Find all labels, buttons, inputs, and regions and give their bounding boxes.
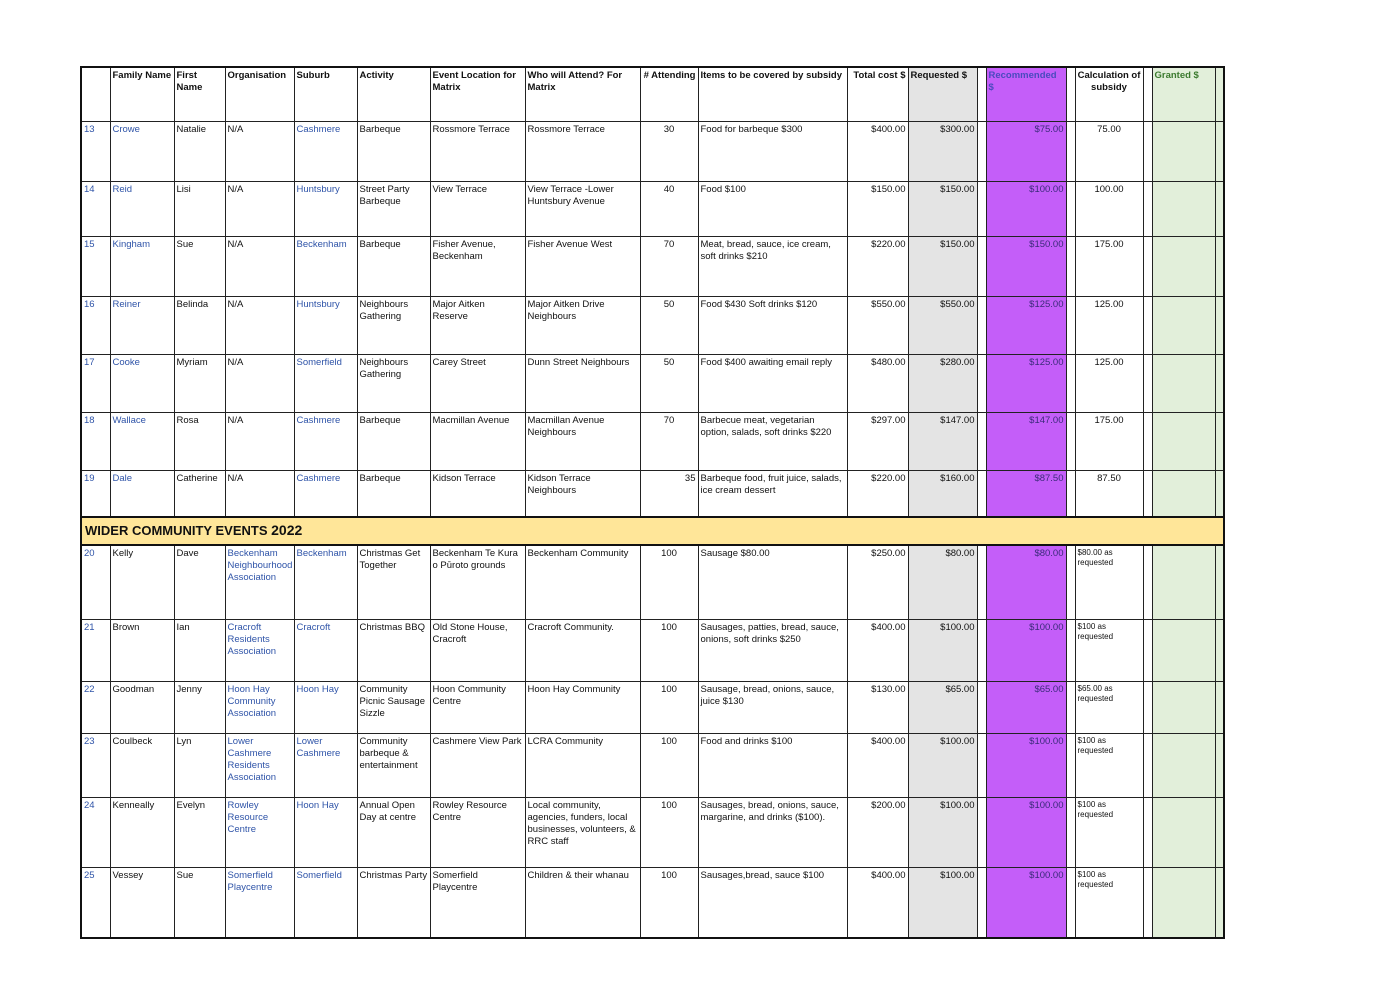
family-name-cell: Kenneally [110, 798, 174, 868]
row-number: 23 [81, 734, 110, 798]
row-number: 17 [81, 355, 110, 413]
total-cost-cell: $400.00 [847, 734, 908, 798]
family-name-cell: Brown [110, 620, 174, 682]
family-name-cell: Goodman [110, 682, 174, 734]
col-spacer [1143, 237, 1152, 297]
row-number: 16 [81, 297, 110, 355]
table-row [81, 868, 1224, 938]
col-spacer [977, 67, 986, 122]
row-number: 18 [81, 413, 110, 471]
organisation-cell: N/A [225, 122, 294, 182]
items-cell: Sausage, bread, onions, sauce, juice $130 [698, 682, 847, 734]
items-cell: Barbeque food, fruit juice, salads, ice cream dessert [698, 471, 847, 517]
col-header-recommended: Recommended $ [986, 67, 1066, 122]
col-spacer [1143, 471, 1152, 517]
col-spacer [977, 297, 986, 355]
table-row [81, 182, 1224, 237]
suburb-cell: Cracroft [294, 620, 357, 682]
total-cost-cell: $400.00 [847, 620, 908, 682]
recommended-cell: $125.00 [986, 297, 1066, 355]
recommended-cell: $100.00 [986, 734, 1066, 798]
items-cell: Food $100 [698, 182, 847, 237]
total-cost-cell: $400.00 [847, 122, 908, 182]
calculation-cell: $80.00 as requested [1075, 545, 1143, 620]
col-header-num [81, 67, 110, 122]
event-location-cell: Old Stone House, Cracroft [430, 620, 525, 682]
suburb-cell: Somerfield [294, 355, 357, 413]
items-cell: Barbecue meat, vegetarian option, salads, soft drinks $220 [698, 413, 847, 471]
who-will-attend-cell: Dunn Street Neighbours [525, 355, 640, 413]
row-number: 15 [81, 237, 110, 297]
items-cell: Food and drinks $100 [698, 734, 847, 798]
activity-cell: Barbeque [357, 471, 430, 517]
col-spacer [1143, 355, 1152, 413]
col-spacer [1143, 122, 1152, 182]
activity-cell: Neighbours Gathering [357, 355, 430, 413]
event-location-cell: Rossmore Terrace [430, 122, 525, 182]
total-cost-cell: $250.00 [847, 545, 908, 620]
event-location-cell: Carey Street [430, 355, 525, 413]
col-spacer [1143, 182, 1152, 237]
requested-cell: $280.00 [908, 355, 977, 413]
col-spacer [1066, 297, 1075, 355]
recommended-cell: $147.00 [986, 413, 1066, 471]
attending-count-cell: 70 [640, 237, 698, 297]
total-cost-cell: $150.00 [847, 182, 908, 237]
row-number: 21 [81, 620, 110, 682]
organisation-cell: N/A [225, 413, 294, 471]
organisation-cell: N/A [225, 471, 294, 517]
who-will-attend-cell: Kidson Terrace Neighbours [525, 471, 640, 517]
col-spacer [1215, 545, 1224, 620]
attending-count-cell: 40 [640, 182, 698, 237]
first-name-cell: Lyn [174, 734, 225, 798]
col-spacer [1066, 798, 1075, 868]
event-location-cell: Hoon Community Centre [430, 682, 525, 734]
col-spacer [1066, 734, 1075, 798]
granted-cell [1152, 734, 1215, 798]
granted-cell [1152, 122, 1215, 182]
who-will-attend-cell: Local community, agencies, funders, local businesses, volunteers, & RRC staff [525, 798, 640, 868]
attending-count-cell: 100 [640, 734, 698, 798]
col-spacer [1066, 355, 1075, 413]
requested-cell: $100.00 [908, 734, 977, 798]
family-name-cell: Kelly [110, 545, 174, 620]
granted-cell [1152, 682, 1215, 734]
col-spacer [977, 734, 986, 798]
suburb-cell: Huntsbury [294, 182, 357, 237]
col-spacer [1143, 545, 1152, 620]
suburb-cell: Huntsbury [294, 297, 357, 355]
section-heading [81, 517, 1224, 545]
col-spacer [977, 122, 986, 182]
col-spacer [1066, 682, 1075, 734]
first-name-cell: Evelyn [174, 798, 225, 868]
requested-cell: $147.00 [908, 413, 977, 471]
activity-cell: Neighbours Gathering [357, 297, 430, 355]
col-header-suburb: Suburb [294, 67, 357, 122]
organisation-cell: N/A [225, 297, 294, 355]
col-spacer [1066, 471, 1075, 517]
col-spacer [1066, 413, 1075, 471]
items-cell: Sausage $80.00 [698, 545, 847, 620]
requested-cell: $150.00 [908, 182, 977, 237]
table-row [81, 413, 1224, 471]
first-name-cell: Myriam [174, 355, 225, 413]
section-year: 2022 [271, 521, 303, 538]
activity-cell: Christmas Get Together [357, 545, 430, 620]
granted-cell [1152, 182, 1215, 237]
col-spacer [1143, 734, 1152, 798]
organisation-cell: Beckenham Neighbourhood Association [225, 545, 294, 620]
family-name-cell: Vessey [110, 868, 174, 938]
event-location-cell: Cashmere View Park [430, 734, 525, 798]
col-spacer [977, 868, 986, 938]
col-header-organisation: Organisation [225, 67, 294, 122]
suburb-cell: Somerfield [294, 868, 357, 938]
recommended-cell: $100.00 [986, 182, 1066, 237]
row-number: 22 [81, 682, 110, 734]
who-will-attend-cell: View Terrace -Lower Huntsbury Avenue [525, 182, 640, 237]
who-will-attend-cell: Major Aitken Drive Neighbours [525, 297, 640, 355]
first-name-cell: Lisi [174, 182, 225, 237]
event-location-cell: Major Aitken Reserve [430, 297, 525, 355]
recommended-cell: $75.00 [986, 122, 1066, 182]
total-cost-cell: $550.00 [847, 297, 908, 355]
recommended-cell: $87.50 [986, 471, 1066, 517]
suburb-cell: Cashmere [294, 471, 357, 517]
section-title: WIDER COMMUNITY EVENTS [85, 522, 268, 538]
col-spacer [1215, 682, 1224, 734]
col-spacer [1215, 355, 1224, 413]
granted-cell [1152, 471, 1215, 517]
requested-cell: $100.00 [908, 620, 977, 682]
requested-cell: $65.00 [908, 682, 977, 734]
first-name-cell: Sue [174, 237, 225, 297]
recommended-cell: $100.00 [986, 798, 1066, 868]
requested-cell: $100.00 [908, 868, 977, 938]
recommended-cell: $100.00 [986, 868, 1066, 938]
attending-count-cell: 70 [640, 413, 698, 471]
who-will-attend-cell: Macmillan Avenue Neighbours [525, 413, 640, 471]
requested-cell: $550.00 [908, 297, 977, 355]
who-will-attend-cell: LCRA Community [525, 734, 640, 798]
suburb-cell: Cashmere [294, 122, 357, 182]
col-spacer [977, 413, 986, 471]
who-will-attend-cell: Children & their whanau [525, 868, 640, 938]
calculation-cell: $100 as requested [1075, 798, 1143, 868]
row-number: 19 [81, 471, 110, 517]
items-cell: Food $400 awaiting email reply [698, 355, 847, 413]
col-spacer [1215, 734, 1224, 798]
calculation-cell: 125.00 [1075, 355, 1143, 413]
col-spacer [1215, 620, 1224, 682]
event-location-cell: Fisher Avenue, Beckenham [430, 237, 525, 297]
col-spacer [1215, 798, 1224, 868]
col-spacer [1215, 237, 1224, 297]
table-row [81, 122, 1224, 182]
family-name-cell: Coulbeck [110, 734, 174, 798]
who-will-attend-cell: Hoon Hay Community [525, 682, 640, 734]
col-header-event-location: Event Location for Matrix [430, 67, 525, 122]
col-header-attending: # Attending [640, 67, 698, 122]
event-location-cell: Somerfield Playcentre [430, 868, 525, 938]
col-spacer [1215, 67, 1224, 122]
attending-count-cell: 100 [640, 868, 698, 938]
items-cell: Meat, bread, sauce, ice cream, soft drinks $210 [698, 237, 847, 297]
who-will-attend-cell: Fisher Avenue West [525, 237, 640, 297]
total-cost-cell: $480.00 [847, 355, 908, 413]
first-name-cell: Sue [174, 868, 225, 938]
col-header-first-name: First Name [174, 67, 225, 122]
attending-count-cell: 100 [640, 545, 698, 620]
recommended-cell: $100.00 [986, 620, 1066, 682]
col-spacer [1143, 297, 1152, 355]
total-cost-cell: $297.00 [847, 413, 908, 471]
recommended-cell: $150.00 [986, 237, 1066, 297]
suburb-cell: Beckenham [294, 237, 357, 297]
activity-cell: Street Party Barbeque [357, 182, 430, 237]
requested-cell: $80.00 [908, 545, 977, 620]
col-spacer [1215, 122, 1224, 182]
organisation-cell: Cracroft Residents Association [225, 620, 294, 682]
table-row [81, 471, 1224, 517]
family-name-cell: Kingham [110, 237, 174, 297]
col-spacer [1143, 67, 1152, 122]
col-spacer [1066, 237, 1075, 297]
who-will-attend-cell: Beckenham Community [525, 545, 640, 620]
calculation-cell: $65.00 as requested [1075, 682, 1143, 734]
col-spacer [1066, 620, 1075, 682]
col-spacer [1143, 798, 1152, 868]
items-cell: Sausages, bread, onions, sauce, margarine, and drinks ($100). [698, 798, 847, 868]
row-number: 25 [81, 868, 110, 938]
table-row [81, 798, 1224, 868]
subsidy-table [80, 66, 1225, 939]
col-spacer [1143, 868, 1152, 938]
col-spacer [1066, 122, 1075, 182]
attending-count-cell: 50 [640, 297, 698, 355]
attending-count-cell: 100 [640, 798, 698, 868]
col-header-requested: Requested $ [908, 67, 977, 122]
requested-cell: $150.00 [908, 237, 977, 297]
activity-cell: Community barbeque & entertainment [357, 734, 430, 798]
calculation-cell: 75.00 [1075, 122, 1143, 182]
total-cost-cell: $220.00 [847, 237, 908, 297]
first-name-cell: Natalie [174, 122, 225, 182]
granted-cell [1152, 545, 1215, 620]
attending-count-cell: 100 [640, 682, 698, 734]
col-header-family-name: Family Name [110, 67, 174, 122]
who-will-attend-cell: Rossmore Terrace [525, 122, 640, 182]
event-location-cell: View Terrace [430, 182, 525, 237]
suburb-cell: Lower Cashmere [294, 734, 357, 798]
section-row [81, 517, 1224, 545]
activity-cell: Annual Open Day at centre [357, 798, 430, 868]
attending-count-cell: 35 [640, 471, 698, 517]
requested-cell: $300.00 [908, 122, 977, 182]
recommended-cell: $65.00 [986, 682, 1066, 734]
col-spacer [977, 545, 986, 620]
family-name-cell: Cooke [110, 355, 174, 413]
activity-cell: Barbeque [357, 122, 430, 182]
col-spacer [977, 682, 986, 734]
calculation-cell: $100 as requested [1075, 868, 1143, 938]
table-row [81, 355, 1224, 413]
col-spacer [977, 355, 986, 413]
granted-cell [1152, 237, 1215, 297]
organisation-cell: Somerfield Playcentre [225, 868, 294, 938]
first-name-cell: Jenny [174, 682, 225, 734]
col-spacer [1066, 868, 1075, 938]
suburb-cell: Hoon Hay [294, 682, 357, 734]
table-row [81, 545, 1224, 620]
granted-cell [1152, 620, 1215, 682]
calculation-cell: 100.00 [1075, 182, 1143, 237]
row-number: 14 [81, 182, 110, 237]
calculation-cell: 87.50 [1075, 471, 1143, 517]
family-name-cell: Wallace [110, 413, 174, 471]
first-name-cell: Belinda [174, 297, 225, 355]
col-header-granted: Granted $ [1152, 67, 1215, 122]
attending-count-cell: 100 [640, 620, 698, 682]
items-cell: Food for barbeque $300 [698, 122, 847, 182]
suburb-cell: Hoon Hay [294, 798, 357, 868]
row-number: 20 [81, 545, 110, 620]
header-row [81, 67, 1224, 122]
col-header-activity: Activity [357, 67, 430, 122]
col-spacer [1066, 545, 1075, 620]
recommended-cell: $125.00 [986, 355, 1066, 413]
event-location-cell: Beckenham Te Kura o Pūroto grounds [430, 545, 525, 620]
organisation-cell: N/A [225, 182, 294, 237]
col-spacer [1215, 868, 1224, 938]
granted-cell [1152, 868, 1215, 938]
table-row [81, 620, 1224, 682]
items-cell: Sausages,bread, sauce $100 [698, 868, 847, 938]
col-header-who-will-attend: Who will Attend? For Matrix [525, 67, 640, 122]
suburb-cell: Beckenham [294, 545, 357, 620]
row-number: 24 [81, 798, 110, 868]
organisation-cell: Lower Cashmere Residents Association [225, 734, 294, 798]
first-name-cell: Catherine [174, 471, 225, 517]
items-cell: Sausages, patties, bread, sauce, onions, soft drinks $250 [698, 620, 847, 682]
col-spacer [1215, 413, 1224, 471]
total-cost-cell: $220.00 [847, 471, 908, 517]
granted-cell [1152, 798, 1215, 868]
activity-cell: Christmas BBQ [357, 620, 430, 682]
organisation-cell: N/A [225, 237, 294, 297]
col-spacer [1215, 471, 1224, 517]
calculation-cell: $100 as requested [1075, 620, 1143, 682]
family-name-cell: Reiner [110, 297, 174, 355]
table-row [81, 237, 1224, 297]
organisation-cell: N/A [225, 355, 294, 413]
granted-cell [1152, 355, 1215, 413]
col-spacer [1066, 182, 1075, 237]
recommended-cell: $80.00 [986, 545, 1066, 620]
granted-cell [1152, 297, 1215, 355]
col-spacer [977, 471, 986, 517]
items-cell: Food $430 Soft drinks $120 [698, 297, 847, 355]
col-spacer [977, 798, 986, 868]
organisation-cell: Rowley Resource Centre [225, 798, 294, 868]
col-spacer [1143, 413, 1152, 471]
table-row [81, 297, 1224, 355]
calculation-cell: 175.00 [1075, 413, 1143, 471]
col-header-total-cost: Total cost $ [847, 67, 908, 122]
attending-count-cell: 30 [640, 122, 698, 182]
col-spacer [1143, 620, 1152, 682]
event-location-cell: Kidson Terrace [430, 471, 525, 517]
activity-cell: Christmas Party [357, 868, 430, 938]
first-name-cell: Ian [174, 620, 225, 682]
event-location-cell: Rowley Resource Centre [430, 798, 525, 868]
col-spacer [977, 620, 986, 682]
family-name-cell: Reid [110, 182, 174, 237]
calculation-cell: 125.00 [1075, 297, 1143, 355]
first-name-cell: Rosa [174, 413, 225, 471]
requested-cell: $100.00 [908, 798, 977, 868]
family-name-cell: Dale [110, 471, 174, 517]
activity-cell: Barbeque [357, 413, 430, 471]
row-number: 13 [81, 122, 110, 182]
calculation-cell: 175.00 [1075, 237, 1143, 297]
total-cost-cell: $400.00 [847, 868, 908, 938]
col-spacer [1066, 67, 1075, 122]
attending-count-cell: 50 [640, 355, 698, 413]
col-spacer [1143, 682, 1152, 734]
calculation-cell: $100 as requested [1075, 734, 1143, 798]
col-spacer [1215, 182, 1224, 237]
total-cost-cell: $200.00 [847, 798, 908, 868]
table-row [81, 682, 1224, 734]
who-will-attend-cell: Cracroft Community. [525, 620, 640, 682]
granted-cell [1152, 413, 1215, 471]
family-name-cell: Crowe [110, 122, 174, 182]
suburb-cell: Cashmere [294, 413, 357, 471]
col-header-items: Items to be covered by subsidy [698, 67, 847, 122]
col-spacer [977, 237, 986, 297]
first-name-cell: Dave [174, 545, 225, 620]
organisation-cell: Hoon Hay Community Association [225, 682, 294, 734]
col-header-calculation: Calculation of subsidy [1075, 67, 1143, 122]
activity-cell: Barbeque [357, 237, 430, 297]
col-spacer [1215, 297, 1224, 355]
table-row [81, 734, 1224, 798]
total-cost-cell: $130.00 [847, 682, 908, 734]
event-location-cell: Macmillan Avenue [430, 413, 525, 471]
col-spacer [977, 182, 986, 237]
requested-cell: $160.00 [908, 471, 977, 517]
activity-cell: Community Picnic Sausage Sizzle [357, 682, 430, 734]
